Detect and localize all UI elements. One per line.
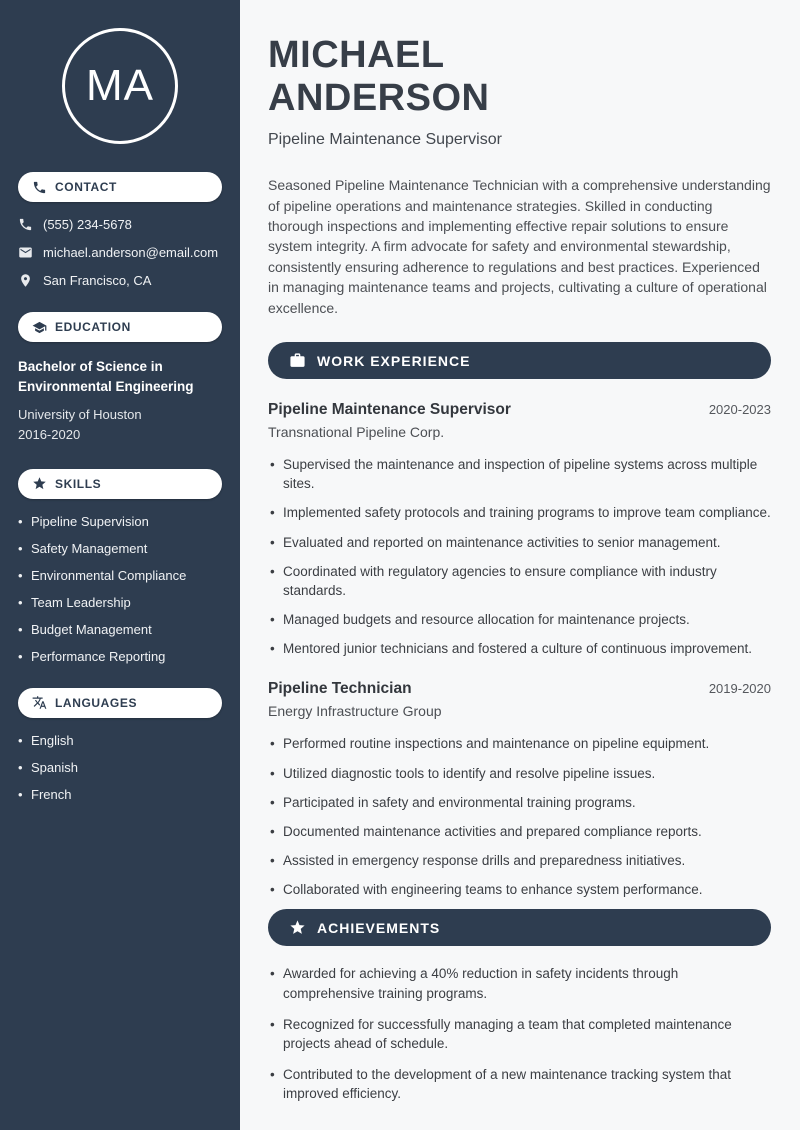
achievements-list <box>268 964 771 1103</box>
contact-location-text: San Francisco, CA <box>43 273 152 288</box>
translate-icon <box>32 695 47 710</box>
contact-phone <box>18 217 222 232</box>
contact-location <box>18 273 222 288</box>
job-bullet: • Implemented safety protocols and training programs to improve team compliance. <box>268 503 771 522</box>
job-bullet: • Coordinated with regulatory agencies to ensure compliance with industry standards. <box>268 562 771 600</box>
language-item: • French <box>18 787 222 802</box>
education-degree: Bachelor of Science in Environmental Engineering <box>18 359 194 395</box>
profile-summary: Seasoned Pipeline Maintenance Technician with a comprehensive understanding of pipeline operations and maintenance strategies. Skilled in conducting thorough inspections and implementing effective repair solutions to ensure system integrity. A firm advocate for safety and environmental stewardship, consistently ensuring adherence to regulations and best practices. Experienced in managing maintenance teams and projects, cultivating a culture of operational excellence. <box>268 177 771 316</box>
star-icon <box>289 919 306 936</box>
language-item: • Spanish <box>18 760 222 775</box>
job-entry-dates: 2020-2023 <box>708 402 771 418</box>
language-item: • English <box>18 733 222 748</box>
person-name-line1: MICHAEL <box>268 34 445 76</box>
job-bullet: • Mentored junior technicians and fostered a culture of continuous improvement. <box>268 639 771 658</box>
job-bullet-list <box>268 734 771 899</box>
job-bullet: • Supervised the maintenance and inspection of pipeline systems across multiple sites. <box>268 455 771 493</box>
skill-item: • Safety Management <box>18 541 222 556</box>
avatar-initials: MA <box>86 61 154 110</box>
skills-section <box>18 469 222 664</box>
job-entry-company: Energy Infrastructure Group <box>268 703 442 720</box>
contact-email <box>18 245 222 260</box>
education-years: 2016-2020 <box>18 426 81 442</box>
briefcase-icon <box>289 352 306 369</box>
skill-item: • Performance Reporting <box>18 649 222 664</box>
job-bullet: • Performed routine inspections and maintenance on pipeline equipment. <box>268 734 771 753</box>
contact-section <box>18 172 222 288</box>
job-bullet: • Participated in safety and environmental training programs. <box>268 793 771 812</box>
skills-section-title: SKILLS <box>55 476 102 491</box>
avatar <box>62 28 178 144</box>
contact-section-header <box>18 172 222 202</box>
job-header <box>268 680 771 698</box>
skill-item: • Budget Management <box>18 622 222 637</box>
sidebar <box>0 0 240 1130</box>
location-icon <box>18 273 33 288</box>
person-name-line2: ANDERSON <box>268 76 490 119</box>
phone-icon <box>32 180 47 195</box>
achievements-title: ACHIEVEMENTS <box>317 919 441 936</box>
job-entry <box>268 401 771 658</box>
job-bullet: • Utilized diagnostic tools to identify and resolve pipeline issues. <box>268 764 771 783</box>
education-section <box>18 312 222 445</box>
job-entry <box>268 680 771 899</box>
job-entry-company: Transnational Pipeline Corp. <box>268 424 445 441</box>
job-bullet: • Evaluated and reported on maintenance activities to senior management. <box>268 533 771 552</box>
education-school: University of Houston <box>18 406 142 422</box>
skills-list <box>18 514 222 664</box>
email-icon <box>18 245 33 260</box>
person-name <box>268 34 771 119</box>
education-section-header <box>18 312 222 342</box>
skill-item: • Team Leadership <box>18 595 222 610</box>
job-bullet: • Managed budgets and resource allocation for maintenance projects. <box>268 610 771 629</box>
languages-section-title: LANGUAGES <box>55 695 138 710</box>
job-entry-title: Pipeline Technician <box>268 680 412 698</box>
work-experience-header <box>268 342 771 379</box>
languages-section-header <box>18 688 222 718</box>
person-job-title: Pipeline Maintenance Supervisor <box>268 131 502 149</box>
skill-item: • Environmental Compliance <box>18 568 222 583</box>
languages-section <box>18 688 222 802</box>
star-icon <box>32 476 47 491</box>
graduation-cap-icon <box>32 320 47 335</box>
work-experience-title: WORK EXPERIENCE <box>317 352 471 369</box>
contact-section-title: CONTACT <box>55 180 117 194</box>
main-content <box>240 0 800 1130</box>
job-entry-dates: 2019-2020 <box>708 681 771 697</box>
job-bullet: • Assisted in emergency response drills and preparedness initiatives. <box>268 851 771 870</box>
achievement-bullet: • Contributed to the development of a new maintenance tracking system that improved efficiency. <box>268 1065 771 1103</box>
contact-phone-text: (555) 234-5678 <box>43 217 132 232</box>
achievements-header <box>268 909 771 946</box>
job-bullet: • Documented maintenance activities and prepared compliance reports. <box>268 822 771 841</box>
education-section-title: EDUCATION <box>55 320 131 334</box>
languages-list <box>18 733 222 802</box>
achievement-bullet: • Recognized for successfully managing a team that completed maintenance projects ahead of schedule. <box>268 1015 771 1053</box>
contact-email-text: michael.anderson@email.com <box>43 245 219 260</box>
phone-icon <box>18 217 33 232</box>
skill-item: • Pipeline Supervision <box>18 514 222 529</box>
job-entry-title: Pipeline Maintenance Supervisor <box>268 401 511 419</box>
skills-section-header <box>18 469 222 499</box>
job-bullet: • Collaborated with engineering teams to enhance system performance. <box>268 880 771 899</box>
job-header <box>268 401 771 419</box>
job-bullet-list <box>268 455 771 658</box>
achievement-bullet: • Awarded for achieving a 40% reduction in safety incidents through comprehensive training programs. <box>268 964 771 1002</box>
